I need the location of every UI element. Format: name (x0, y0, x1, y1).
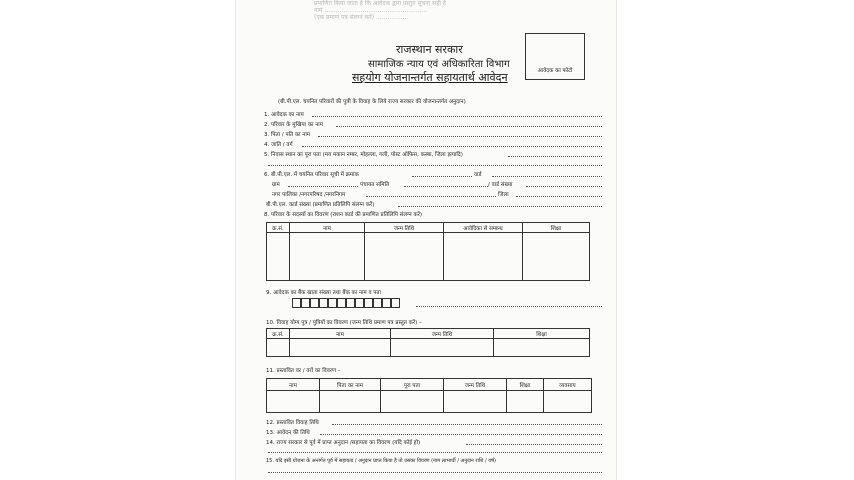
col-occupation: व्यवसाय (544, 379, 592, 391)
field-family-head-line[interactable] (336, 126, 602, 127)
previous-scheme-assistance-line[interactable] (268, 472, 602, 473)
proposed-marriage-date-line[interactable] (332, 424, 602, 425)
village-label: ग्राम (272, 182, 280, 188)
application-date-line[interactable] (320, 434, 602, 435)
header-line-2: सामाजिक न्याय एवं अधिकारिता विभाग (368, 59, 510, 70)
col-serial: क्र.सं. (267, 223, 290, 233)
bank-account-label: 9. आवेदक का बैंक खाता संख्या तथा बैंक का नाम व पता (266, 290, 381, 296)
field-family-head: 2. परिवार के मुखिया का नाम (264, 122, 323, 128)
district-label: जिला (498, 192, 509, 198)
form-page (236, 0, 616, 480)
table-row[interactable] (267, 233, 590, 281)
panchayat-samiti-line[interactable] (404, 186, 488, 187)
field-address-line[interactable] (508, 156, 602, 157)
bank-account-boxes[interactable] (292, 298, 402, 308)
family-members-label: 8. परिवार के सदस्यों का विवरण (राशन कार्ड की प्रमाणित प्रतिलिपि संलग्न करें) (264, 212, 423, 218)
table-row[interactable] (267, 391, 592, 413)
table-row[interactable] (267, 339, 590, 357)
previous-grant-details-line-2[interactable] (268, 452, 602, 453)
field-address-line-2[interactable] (268, 165, 602, 166)
field-caste: 4. जाति / वर्ग (264, 142, 293, 148)
col-dob: जन्म तिथि (365, 223, 444, 233)
field-father-husband-line[interactable] (318, 136, 602, 137)
col-serial: क्र.सं. (267, 329, 290, 339)
col-education: शिक्षा (507, 379, 544, 391)
form-title: सहयोग योजनान्तर्गत सहायतार्थ आवेदन (352, 71, 508, 84)
bpl-card-number-line[interactable] (398, 206, 602, 207)
col-name: नाम (290, 329, 391, 339)
previous-scheme-assistance: 15. यदि इसी योजना के अन्तर्गत पूर्व में सहायता / अनुदान प्राप्त किया है तो उसका विवरण (नाम लाभार्थी / अनुदान राशि / वर्ष) (266, 458, 496, 464)
photo-box[interactable] (525, 33, 585, 80)
ward-number-line[interactable] (526, 186, 602, 187)
col-dob: जन्म तिथि (391, 329, 494, 339)
previous-grant-details: 14. राज्य सरकार से पूर्व में प्राप्त अनुदान /सहायता का विवरण (यदि कोई हो) (266, 440, 421, 446)
district-line[interactable] (516, 196, 602, 197)
col-education: शिक्षा (523, 223, 590, 233)
bleed-through-text: प्रमाणित किया जाता है कि आवेदक द्वारा प्रस्तुत सूचना सही है नाम ...................................................... (एक प्रमाण पत्र संलग्न करें) ................. (314, 0, 447, 21)
col-name: नाम (290, 223, 365, 233)
field-address: 5. निवास स्थान का पूरा पता (मय मकान नम्बर, मोहल्ला, गली, पोस्ट ऑफिस, कस्बा, जिला इत्यादि) (264, 152, 463, 158)
col-education: शिक्षा (494, 329, 590, 339)
col-father-name: पिता का नाम (320, 379, 381, 391)
marriageable-children-table (266, 328, 590, 357)
proposed-groom-table (266, 378, 592, 413)
family-members-table (266, 222, 590, 281)
ward-line[interactable] (492, 176, 602, 177)
village-line[interactable] (288, 186, 358, 187)
col-relation: आवेदिका से सम्बन्ध (444, 223, 523, 233)
previous-grant-details-line[interactable] (466, 444, 602, 445)
bank-name-line[interactable] (416, 306, 602, 307)
col-dob: जन्म तिथि (444, 379, 507, 391)
marriageable-children-label: 10. विवाह योग्य पुत्र / पुत्रियों का विवरण (जन्म तिथि प्रमाण पत्र प्रस्तुत करें) – (266, 320, 422, 326)
proposed-groom-label: 11. प्रस्तावित वर / वरों का विवरण – (266, 368, 341, 374)
photo-box-label: आवेदक का फोटो (537, 68, 573, 74)
municipality-line[interactable] (366, 196, 496, 197)
bpl-list-number-line[interactable] (412, 176, 472, 177)
ward-number-label: / वार्ड संख्या (488, 182, 513, 188)
panchayat-samiti-label: पंचायत समिति (360, 182, 390, 188)
application-date: 13. आवेदन की तिथि (266, 430, 310, 436)
field-applicant-name-line[interactable] (312, 116, 602, 117)
field-applicant-name: 1. आवेदक का नाम (264, 112, 304, 118)
col-address: पूरा पता (381, 379, 444, 391)
bpl-card-number-label: बी.पी.एल. कार्ड संख्या (प्रमाणित प्रतिलिपि संलग्न करें) (266, 202, 375, 208)
field-caste-line[interactable] (302, 146, 602, 147)
field-father-husband: 3. पिता / पति का नाम (264, 132, 311, 138)
bpl-list-number-label: 6. बी.पी.एल. में चयनित परिवार सूची में क्रमांक (264, 172, 359, 178)
municipality-label: नगर पालिका /नगरपरिषद /नगरनिगम (272, 192, 346, 198)
header-line-1: राजस्थान सरकार (396, 43, 463, 56)
col-name: नाम (267, 379, 320, 391)
proposed-marriage-date: 12. प्रस्तावित विवाह तिथि (266, 420, 319, 426)
form-subtitle: (बी.पी.एल. चयनित परिवारों की पुत्री के विवाह के लिये राज्य सरकार की योजनान्तर्गत अनुदान) (278, 99, 466, 105)
ward-label: वार्ड (474, 172, 482, 178)
